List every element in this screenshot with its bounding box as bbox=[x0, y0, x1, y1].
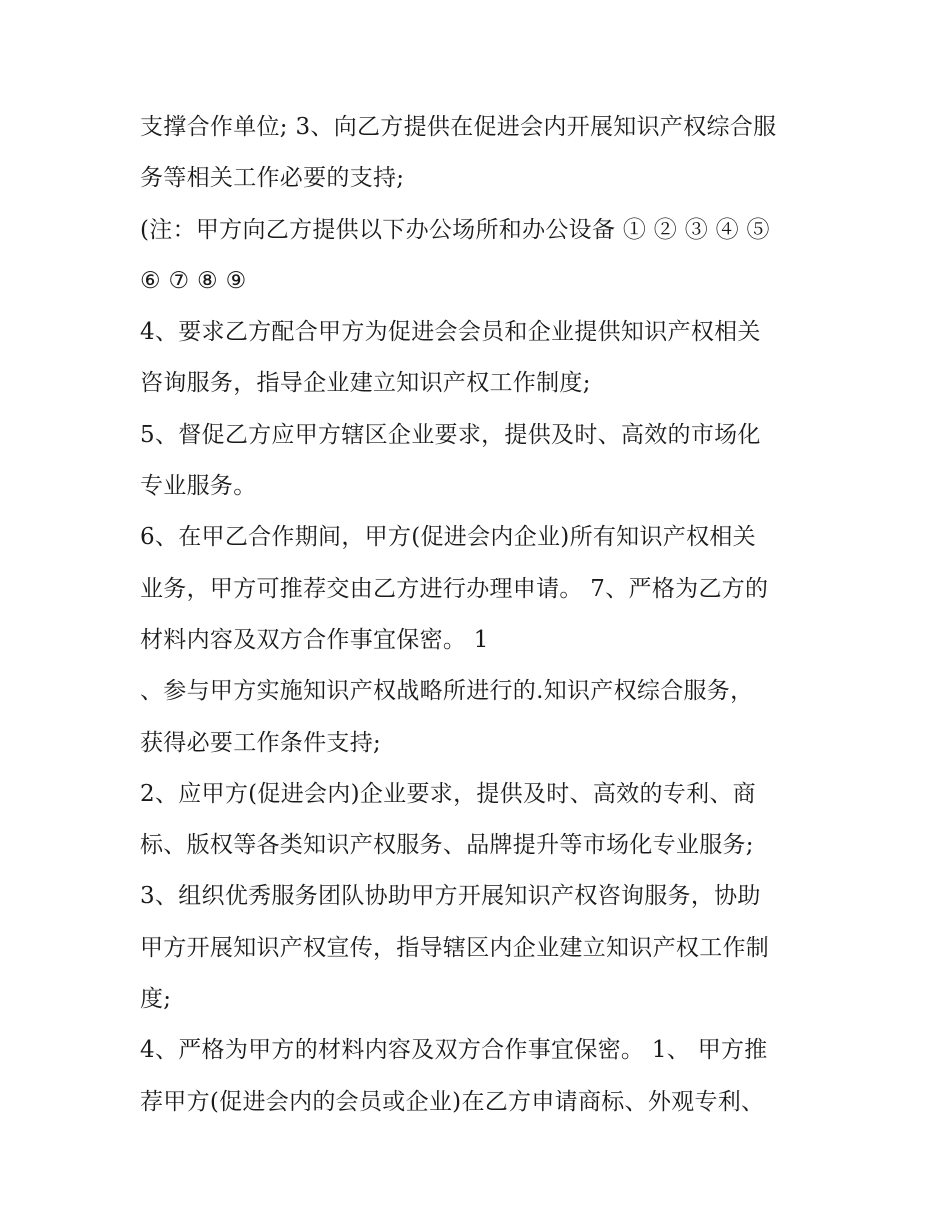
text-line: 度; bbox=[140, 986, 172, 1013]
text-line: 材料内容及双方合作事宜保密。 1 bbox=[140, 626, 489, 653]
text-line: 支撑合作单位; 3、向乙方提供在促进会内开展知识产权综合服 bbox=[140, 114, 777, 140]
text-line: 5、督促乙方应甲方辖区企业要求，提供及时、高效的市场化 bbox=[140, 421, 761, 448]
text-line: 获得必要工作条件支持; bbox=[140, 729, 382, 756]
text-line: 4、要求乙方配合甲方为促进会会员和企业提供知识产权相关 bbox=[140, 319, 761, 346]
text-line: 2、应甲方(促进会内)企业要求，提供及时、高效的专利、商 bbox=[140, 780, 756, 807]
text-line: 荐甲方(促进会内的会员或企业)在乙方申请商标、外观专利、 bbox=[140, 1088, 765, 1115]
text-line: 甲方开展知识产权宣传，指导辖区内企业建立知识产权工作制 bbox=[140, 934, 770, 961]
text-line: (注：甲方向乙方提供以下办公场所和办公设备 ① ② ③ ④ ⑤ bbox=[140, 216, 770, 243]
text-line: 标、版权等各类知识产权服务、品牌提升等市场化专业服务; bbox=[140, 832, 754, 859]
text-line: 6、在甲乙合作期间，甲方(促进会内企业)所有知识产权相关 bbox=[140, 524, 756, 551]
text-line: 4、严格为甲方的材料内容及双方合作事宜保密。 1、 甲方推 bbox=[140, 1037, 768, 1064]
text-line: 业务，甲方可推荐交由乙方进行办理申请。 7、严格为乙方的 bbox=[140, 575, 769, 602]
text-line: 3、组织优秀服务团队协助甲方开展知识产权咨询服务，协助 bbox=[140, 883, 761, 910]
text-line: 务等相关工作必要的支持; bbox=[140, 165, 405, 192]
text-line: 专业服务。 bbox=[140, 473, 257, 500]
text-line: 、参与甲方实施知识产权战略所进行的.知识产权综合服务， bbox=[140, 678, 754, 705]
text-line: 咨询服务，指导企业建立知识产权工作制度; bbox=[140, 370, 591, 397]
document-body bbox=[140, 102, 820, 1128]
text-line: ⑥ ⑦ ⑧ ⑨ bbox=[140, 267, 247, 294]
